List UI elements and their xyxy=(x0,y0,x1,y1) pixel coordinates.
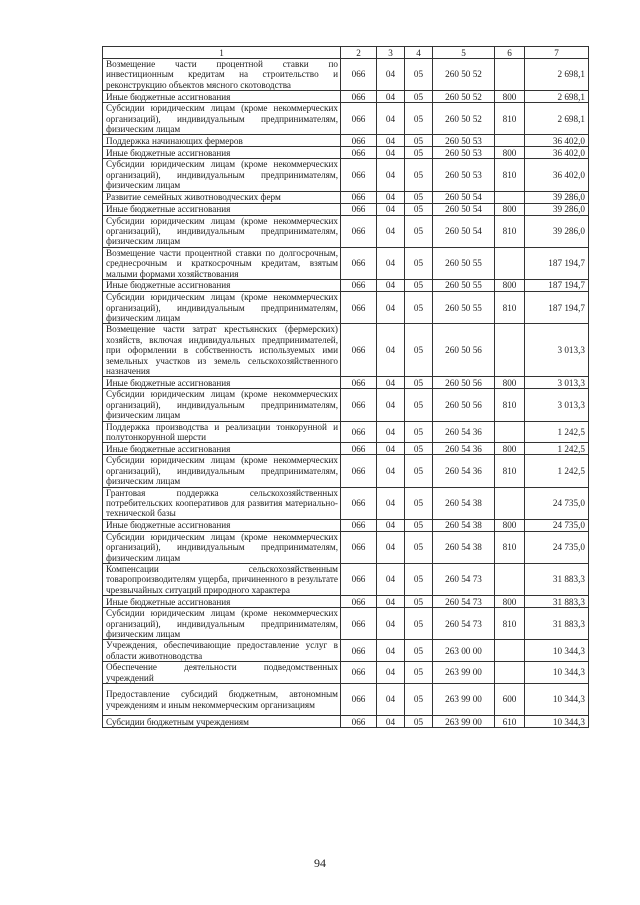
row-vr xyxy=(495,564,525,596)
row-pr: 05 xyxy=(405,519,433,531)
row-pr: 05 xyxy=(405,159,433,191)
row-csr: 263 99 00 xyxy=(433,662,495,684)
row-ved: 066 xyxy=(341,377,377,389)
row-name: Субсидии юридическим лицам (кроме некоммерческих организаций), индивидуальным предпринимателям, физическим лицам xyxy=(103,215,341,247)
row-pr: 05 xyxy=(405,487,433,519)
row-ved: 066 xyxy=(341,191,377,203)
row-rz: 04 xyxy=(377,103,405,135)
row-sum: 2 698,1 xyxy=(525,91,589,103)
row-pr: 05 xyxy=(405,247,433,279)
row-pr: 05 xyxy=(405,91,433,103)
row-sum: 1 242,5 xyxy=(525,421,589,443)
row-pr: 05 xyxy=(405,292,433,324)
row-name: Субсидии бюджетным учреждениям xyxy=(103,716,341,728)
row-ved: 066 xyxy=(341,280,377,292)
table-row xyxy=(103,487,589,519)
row-sum: 1 242,5 xyxy=(525,455,589,487)
row-name: Поддержка производства и реализации тонкорунной и полутонкорунной шерсти xyxy=(103,421,341,443)
row-vr xyxy=(495,487,525,519)
row-vr: 810 xyxy=(495,159,525,191)
row-rz: 04 xyxy=(377,147,405,159)
row-pr: 05 xyxy=(405,389,433,421)
row-csr: 260 50 54 xyxy=(433,215,495,247)
row-name: Иные бюджетные ассигнования xyxy=(103,91,341,103)
row-name: Субсидии юридическим лицам (кроме некоммерческих организаций), индивидуальным предпринимателям, физическим лицам xyxy=(103,531,341,563)
row-ved: 066 xyxy=(341,247,377,279)
row-vr xyxy=(495,421,525,443)
row-ved: 066 xyxy=(341,684,377,716)
row-pr: 05 xyxy=(405,662,433,684)
row-sum: 39 286,0 xyxy=(525,203,589,215)
row-pr: 05 xyxy=(405,215,433,247)
header-cell-6: 6 xyxy=(495,47,525,59)
row-name: Возмещение части процентной ставки по инвестиционным кредитам на строительство и реконструкцию объектов мясного скотоводства xyxy=(103,59,341,91)
row-csr: 260 50 54 xyxy=(433,203,495,215)
row-vr: 810 xyxy=(495,455,525,487)
row-rz: 04 xyxy=(377,662,405,684)
table-row xyxy=(103,135,589,147)
row-sum: 24 735,0 xyxy=(525,531,589,563)
row-sum: 10 344,3 xyxy=(525,640,589,662)
row-pr: 05 xyxy=(405,280,433,292)
row-pr: 05 xyxy=(405,716,433,728)
row-name: Возмещение части процентной ставки по долгосрочным, среднесрочным и краткосрочным кредитам, взятым малыми формами хозяйствования xyxy=(103,247,341,279)
row-sum: 187 194,7 xyxy=(525,292,589,324)
header-row xyxy=(103,47,589,59)
row-name: Субсидии юридическим лицам (кроме некоммерческих организаций), индивидуальным предпринимателям, физическим лицам xyxy=(103,455,341,487)
row-ved: 066 xyxy=(341,159,377,191)
row-vr: 800 xyxy=(495,443,525,455)
table-row xyxy=(103,662,589,684)
table-row xyxy=(103,389,589,421)
row-sum: 3 013,3 xyxy=(525,389,589,421)
row-ved: 066 xyxy=(341,487,377,519)
row-sum: 10 344,3 xyxy=(525,684,589,716)
row-pr: 05 xyxy=(405,608,433,640)
table-row xyxy=(103,324,589,377)
row-sum: 2 698,1 xyxy=(525,103,589,135)
row-name: Иные бюджетные ассигнования xyxy=(103,377,341,389)
row-name: Грантовая поддержка сельскохозяйственных потребительских кооперативов для развития материально-технической базы xyxy=(103,487,341,519)
row-ved: 066 xyxy=(341,215,377,247)
row-vr xyxy=(495,640,525,662)
row-vr xyxy=(495,662,525,684)
row-csr: 260 50 55 xyxy=(433,247,495,279)
row-csr: 260 50 56 xyxy=(433,377,495,389)
row-name: Иные бюджетные ассигнования xyxy=(103,519,341,531)
table-row xyxy=(103,684,589,716)
row-vr xyxy=(495,324,525,377)
row-name: Компенсации сельскохозяйственным товаропроизводителям ущерба, причиненного в результате чрезвычайных ситуаций природного характера xyxy=(103,564,341,596)
row-sum: 36 402,0 xyxy=(525,147,589,159)
row-rz: 04 xyxy=(377,531,405,563)
row-rz: 04 xyxy=(377,596,405,608)
row-vr: 800 xyxy=(495,596,525,608)
row-ved: 066 xyxy=(341,103,377,135)
row-name: Предоставление субсидий бюджетным, автономным учреждениям и иным некоммерческим организациям xyxy=(103,684,341,716)
table-row xyxy=(103,147,589,159)
row-sum: 3 013,3 xyxy=(525,324,589,377)
row-name: Обеспечение деятельности подведомственных учреждений xyxy=(103,662,341,684)
row-name: Субсидии юридическим лицам (кроме некоммерческих организаций), индивидуальным предпринимателям, физическим лицам xyxy=(103,608,341,640)
row-sum: 3 013,3 xyxy=(525,377,589,389)
row-ved: 066 xyxy=(341,292,377,324)
row-pr: 05 xyxy=(405,103,433,135)
row-rz: 04 xyxy=(377,203,405,215)
table-row xyxy=(103,640,589,662)
table-row xyxy=(103,292,589,324)
row-sum: 31 883,3 xyxy=(525,564,589,596)
row-csr: 260 54 73 xyxy=(433,564,495,596)
row-vr xyxy=(495,247,525,279)
row-ved: 066 xyxy=(341,147,377,159)
row-vr xyxy=(495,191,525,203)
table-row xyxy=(103,443,589,455)
row-vr: 810 xyxy=(495,531,525,563)
row-rz: 04 xyxy=(377,389,405,421)
row-rz: 04 xyxy=(377,159,405,191)
row-ved: 066 xyxy=(341,531,377,563)
row-ved: 066 xyxy=(341,324,377,377)
row-pr: 05 xyxy=(405,377,433,389)
table-row xyxy=(103,59,589,91)
row-sum: 39 286,0 xyxy=(525,215,589,247)
row-name: Иные бюджетные ассигнования xyxy=(103,147,341,159)
row-ved: 066 xyxy=(341,662,377,684)
row-pr: 05 xyxy=(405,640,433,662)
row-sum: 24 735,0 xyxy=(525,519,589,531)
row-vr: 810 xyxy=(495,103,525,135)
table-row xyxy=(103,215,589,247)
row-sum: 36 402,0 xyxy=(525,159,589,191)
row-ved: 066 xyxy=(341,596,377,608)
row-pr: 05 xyxy=(405,191,433,203)
row-rz: 04 xyxy=(377,91,405,103)
row-rz: 04 xyxy=(377,640,405,662)
row-pr: 05 xyxy=(405,531,433,563)
row-sum: 24 735,0 xyxy=(525,487,589,519)
row-name: Субсидии юридическим лицам (кроме некоммерческих организаций), индивидуальным предпринимателям, физическим лицам xyxy=(103,103,341,135)
row-vr: 800 xyxy=(495,91,525,103)
row-csr: 260 50 55 xyxy=(433,280,495,292)
row-rz: 04 xyxy=(377,455,405,487)
row-rz: 04 xyxy=(377,280,405,292)
row-csr: 260 50 54 xyxy=(433,191,495,203)
row-csr: 260 54 73 xyxy=(433,596,495,608)
row-name: Иные бюджетные ассигнования xyxy=(103,203,341,215)
row-rz: 04 xyxy=(377,59,405,91)
row-rz: 04 xyxy=(377,716,405,728)
row-sum: 10 344,3 xyxy=(525,716,589,728)
row-pr: 05 xyxy=(405,455,433,487)
row-csr: 260 54 73 xyxy=(433,608,495,640)
row-rz: 04 xyxy=(377,377,405,389)
row-rz: 04 xyxy=(377,324,405,377)
table-row xyxy=(103,280,589,292)
table-row xyxy=(103,421,589,443)
row-rz: 04 xyxy=(377,292,405,324)
row-vr: 810 xyxy=(495,292,525,324)
row-ved: 066 xyxy=(341,640,377,662)
row-csr: 260 54 38 xyxy=(433,487,495,519)
table-row xyxy=(103,377,589,389)
header-cell-2: 2 xyxy=(341,47,377,59)
row-sum: 39 286,0 xyxy=(525,191,589,203)
row-ved: 066 xyxy=(341,59,377,91)
row-ved: 066 xyxy=(341,421,377,443)
row-rz: 04 xyxy=(377,421,405,443)
row-csr: 260 50 53 xyxy=(433,159,495,191)
row-rz: 04 xyxy=(377,684,405,716)
table-row xyxy=(103,91,589,103)
row-csr: 260 54 36 xyxy=(433,421,495,443)
row-ved: 066 xyxy=(341,203,377,215)
row-csr: 260 50 52 xyxy=(433,59,495,91)
row-csr: 260 54 38 xyxy=(433,531,495,563)
row-name: Иные бюджетные ассигнования xyxy=(103,280,341,292)
row-vr: 800 xyxy=(495,203,525,215)
row-ved: 066 xyxy=(341,443,377,455)
row-pr: 05 xyxy=(405,324,433,377)
row-name: Иные бюджетные ассигнования xyxy=(103,596,341,608)
row-name: Субсидии юридическим лицам (кроме некоммерческих организаций), индивидуальным предпринимателям, физическим лицам xyxy=(103,159,341,191)
row-vr: 810 xyxy=(495,608,525,640)
table-row xyxy=(103,191,589,203)
budget-table xyxy=(102,46,589,728)
row-sum: 187 194,7 xyxy=(525,280,589,292)
row-name: Поддержка начинающих фермеров xyxy=(103,135,341,147)
table-row xyxy=(103,103,589,135)
header-cell-5: 5 xyxy=(433,47,495,59)
row-pr: 05 xyxy=(405,59,433,91)
page-number: 94 xyxy=(314,856,326,870)
row-rz: 04 xyxy=(377,247,405,279)
header-cell-1: 1 xyxy=(103,47,341,59)
table-body xyxy=(103,59,589,728)
row-sum: 31 883,3 xyxy=(525,596,589,608)
row-rz: 04 xyxy=(377,191,405,203)
row-sum: 187 194,7 xyxy=(525,247,589,279)
row-vr: 600 xyxy=(495,684,525,716)
row-csr: 260 50 52 xyxy=(433,91,495,103)
row-vr: 800 xyxy=(495,147,525,159)
row-ved: 066 xyxy=(341,608,377,640)
row-name: Иные бюджетные ассигнования xyxy=(103,443,341,455)
row-rz: 04 xyxy=(377,519,405,531)
table-row xyxy=(103,519,589,531)
row-name: Учреждения, обеспечивающие предоставление услуг в области животноводства xyxy=(103,640,341,662)
row-csr: 260 50 53 xyxy=(433,147,495,159)
row-ved: 066 xyxy=(341,716,377,728)
row-csr: 263 99 00 xyxy=(433,716,495,728)
row-csr: 260 50 52 xyxy=(433,103,495,135)
row-csr: 260 50 56 xyxy=(433,324,495,377)
table-row xyxy=(103,596,589,608)
row-name: Субсидии юридическим лицам (кроме некоммерческих организаций), индивидуальным предпринимателям, физическим лицам xyxy=(103,389,341,421)
row-vr xyxy=(495,135,525,147)
row-rz: 04 xyxy=(377,135,405,147)
row-name: Возмещение части затрат крестьянских (фермерских) хозяйств, включая индивидуальных предпринимателей, при оформлении в собственность используемых ими земельных участков из земель сельскохозяйственного назначения xyxy=(103,324,341,377)
row-ved: 066 xyxy=(341,389,377,421)
row-vr: 800 xyxy=(495,377,525,389)
table-row xyxy=(103,716,589,728)
row-pr: 05 xyxy=(405,564,433,596)
table-row xyxy=(103,564,589,596)
row-csr: 260 50 56 xyxy=(433,389,495,421)
table-row xyxy=(103,608,589,640)
row-pr: 05 xyxy=(405,147,433,159)
row-sum: 36 402,0 xyxy=(525,135,589,147)
header-cell-4: 4 xyxy=(405,47,433,59)
row-ved: 066 xyxy=(341,135,377,147)
row-csr: 260 54 36 xyxy=(433,455,495,487)
row-pr: 05 xyxy=(405,684,433,716)
row-ved: 066 xyxy=(341,455,377,487)
table-row xyxy=(103,531,589,563)
row-sum: 2 698,1 xyxy=(525,59,589,91)
row-csr: 260 54 38 xyxy=(433,519,495,531)
table-row xyxy=(103,159,589,191)
row-vr: 810 xyxy=(495,389,525,421)
header-cell-7: 7 xyxy=(525,47,589,59)
table-row xyxy=(103,455,589,487)
row-sum: 31 883,3 xyxy=(525,608,589,640)
row-csr: 260 50 53 xyxy=(433,135,495,147)
row-sum: 10 344,3 xyxy=(525,662,589,684)
row-csr: 260 54 36 xyxy=(433,443,495,455)
row-csr: 263 99 00 xyxy=(433,684,495,716)
row-rz: 04 xyxy=(377,487,405,519)
row-name: Развитие семейных животноводческих ферм xyxy=(103,191,341,203)
row-vr: 610 xyxy=(495,716,525,728)
row-pr: 05 xyxy=(405,596,433,608)
row-ved: 066 xyxy=(341,91,377,103)
row-ved: 066 xyxy=(341,564,377,596)
row-rz: 04 xyxy=(377,443,405,455)
row-vr: 800 xyxy=(495,519,525,531)
header-cell-3: 3 xyxy=(377,47,405,59)
row-sum: 1 242,5 xyxy=(525,443,589,455)
table-row xyxy=(103,247,589,279)
row-pr: 05 xyxy=(405,421,433,443)
row-pr: 05 xyxy=(405,443,433,455)
row-rz: 04 xyxy=(377,564,405,596)
row-pr: 05 xyxy=(405,135,433,147)
row-csr: 263 00 00 xyxy=(433,640,495,662)
row-rz: 04 xyxy=(377,215,405,247)
row-name: Субсидии юридическим лицам (кроме некоммерческих организаций), индивидуальным предпринимателям, физическим лицам xyxy=(103,292,341,324)
row-vr: 800 xyxy=(495,280,525,292)
row-vr xyxy=(495,59,525,91)
row-ved: 066 xyxy=(341,519,377,531)
table-row xyxy=(103,203,589,215)
row-rz: 04 xyxy=(377,608,405,640)
row-pr: 05 xyxy=(405,203,433,215)
row-csr: 260 50 55 xyxy=(433,292,495,324)
budget-table-sheet xyxy=(102,46,588,728)
row-vr: 810 xyxy=(495,215,525,247)
